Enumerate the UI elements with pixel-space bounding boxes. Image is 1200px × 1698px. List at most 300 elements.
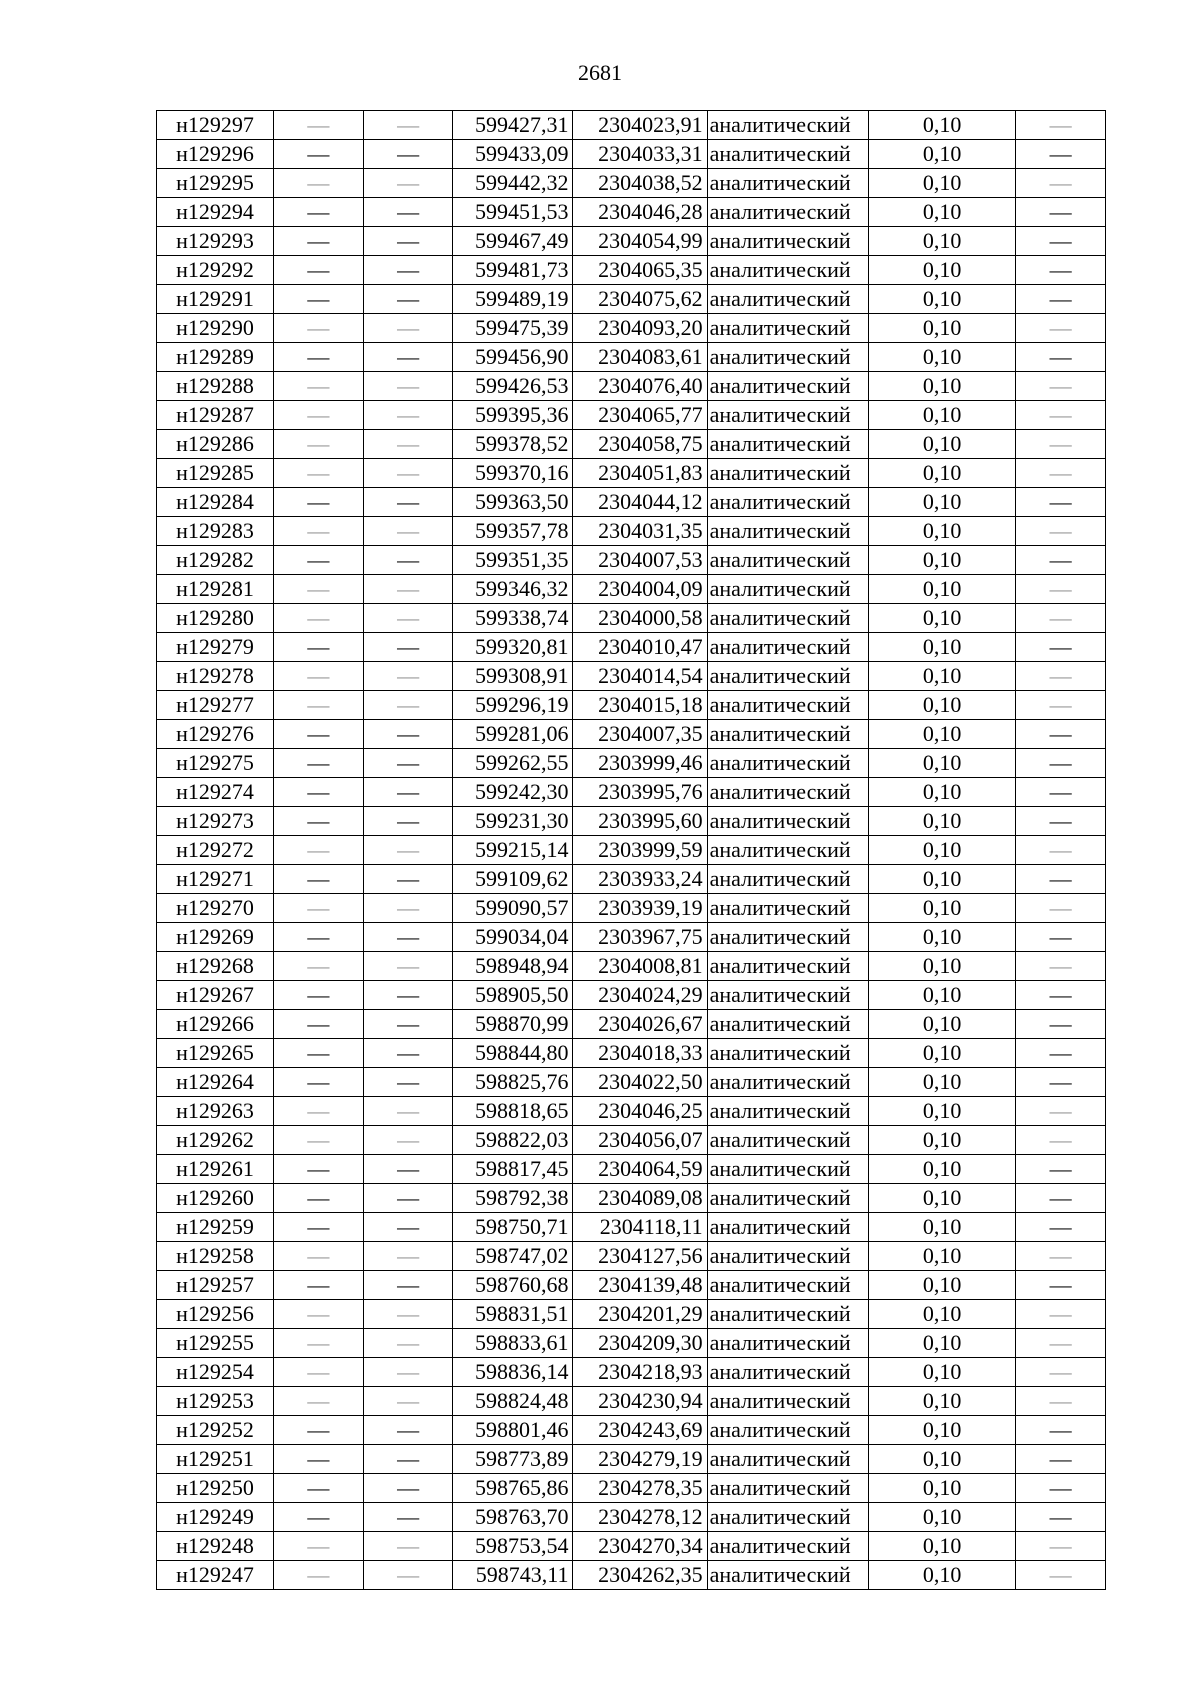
description-cell: — [1016,1010,1106,1039]
description-cell: — [1016,1271,1106,1300]
description-cell: — [1016,343,1106,372]
x-coordinate-cell: 598822,03 [453,1126,573,1155]
y-coordinate-cell: 2304026,67 [573,1010,707,1039]
table-row [157,981,1106,1010]
method-cell: аналитический [707,546,868,575]
table-row [157,227,1106,256]
dash-cell: — [273,285,363,314]
accuracy-cell: 0,10 [868,1213,1015,1242]
description-cell: — [1016,1068,1106,1097]
y-coordinate-cell: 2304065,77 [573,401,707,430]
point-id-cell: н129264 [157,1068,274,1097]
accuracy-cell: 0,10 [868,865,1015,894]
description-cell: — [1016,546,1106,575]
dash-cell: — [363,691,453,720]
point-id-cell: н129266 [157,1010,274,1039]
accuracy-cell: 0,10 [868,1329,1015,1358]
y-coordinate-cell: 2303995,60 [573,807,707,836]
x-coordinate-cell: 599338,74 [453,604,573,633]
table-row [157,198,1106,227]
accuracy-cell: 0,10 [868,1068,1015,1097]
point-id-cell: н129295 [157,169,274,198]
dash-cell: — [363,1155,453,1184]
accuracy-cell: 0,10 [868,575,1015,604]
y-coordinate-cell: 2304015,18 [573,691,707,720]
accuracy-cell: 0,10 [868,227,1015,256]
accuracy-cell: 0,10 [868,1503,1015,1532]
method-cell: аналитический [707,517,868,546]
accuracy-cell: 0,10 [868,1532,1015,1561]
accuracy-cell: 0,10 [868,488,1015,517]
dash-cell: — [363,1126,453,1155]
dash-cell: — [363,1039,453,1068]
dash-cell: — [273,662,363,691]
dash-cell: — [363,1474,453,1503]
dash-cell: — [273,778,363,807]
dash-cell: — [273,633,363,662]
dash-cell: — [363,1503,453,1532]
point-id-cell: н129283 [157,517,274,546]
method-cell: аналитический [707,430,868,459]
method-cell: аналитический [707,1155,868,1184]
y-coordinate-cell: 2304007,35 [573,720,707,749]
x-coordinate-cell: 598831,51 [453,1300,573,1329]
y-coordinate-cell: 2304218,93 [573,1358,707,1387]
y-coordinate-cell: 2304230,94 [573,1387,707,1416]
point-id-cell: н129260 [157,1184,274,1213]
accuracy-cell: 0,10 [868,1271,1015,1300]
table-row [157,1561,1106,1590]
table-row [157,372,1106,401]
dash-cell: — [273,1416,363,1445]
y-coordinate-cell: 2304044,12 [573,488,707,517]
table-row [157,807,1106,836]
method-cell: аналитический [707,575,868,604]
method-cell: аналитический [707,1126,868,1155]
description-cell: — [1016,1097,1106,1126]
description-cell: — [1016,865,1106,894]
dash-cell: — [273,604,363,633]
dash-cell: — [363,1184,453,1213]
description-cell: — [1016,1416,1106,1445]
accuracy-cell: 0,10 [868,1416,1015,1445]
table-row [157,749,1106,778]
dash-cell: — [273,401,363,430]
table-row [157,401,1106,430]
method-cell: аналитический [707,749,868,778]
method-cell: аналитический [707,1358,868,1387]
table-row [157,1445,1106,1474]
table-row [157,604,1106,633]
y-coordinate-cell: 2304093,20 [573,314,707,343]
description-cell: — [1016,430,1106,459]
y-coordinate-cell: 2304058,75 [573,430,707,459]
x-coordinate-cell: 598825,76 [453,1068,573,1097]
y-coordinate-cell: 2304083,61 [573,343,707,372]
point-id-cell: н129262 [157,1126,274,1155]
accuracy-cell: 0,10 [868,1474,1015,1503]
method-cell: аналитический [707,894,868,923]
point-id-cell: н129267 [157,981,274,1010]
x-coordinate-cell: 599346,32 [453,575,573,604]
method-cell: аналитический [707,459,868,488]
accuracy-cell: 0,10 [868,314,1015,343]
dash-cell: — [363,343,453,372]
x-coordinate-cell: 598948,94 [453,952,573,981]
x-coordinate-cell: 599427,31 [453,111,573,140]
method-cell: аналитический [707,1474,868,1503]
accuracy-cell: 0,10 [868,1387,1015,1416]
dash-cell: — [273,749,363,778]
description-cell: — [1016,1155,1106,1184]
dash-cell: — [363,778,453,807]
accuracy-cell: 0,10 [868,1039,1015,1068]
dash-cell: — [273,256,363,285]
dash-cell: — [363,923,453,952]
accuracy-cell: 0,10 [868,256,1015,285]
dash-cell: — [273,227,363,256]
x-coordinate-cell: 599442,32 [453,169,573,198]
dash-cell: — [273,1213,363,1242]
dash-cell: — [363,546,453,575]
dash-cell: — [273,836,363,865]
accuracy-cell: 0,10 [868,111,1015,140]
point-id-cell: н129272 [157,836,274,865]
description-cell: — [1016,1184,1106,1213]
point-id-cell: н129289 [157,343,274,372]
y-coordinate-cell: 2303999,59 [573,836,707,865]
description-cell: — [1016,720,1106,749]
description-cell: — [1016,256,1106,285]
table-row [157,169,1106,198]
description-cell: — [1016,1358,1106,1387]
y-coordinate-cell: 2304127,56 [573,1242,707,1271]
method-cell: аналитический [707,1039,868,1068]
point-id-cell: н129251 [157,1445,274,1474]
x-coordinate-cell: 599320,81 [453,633,573,662]
description-cell: — [1016,604,1106,633]
dash-cell: — [273,459,363,488]
description-cell: — [1016,1387,1106,1416]
accuracy-cell: 0,10 [868,1126,1015,1155]
accuracy-cell: 0,10 [868,517,1015,546]
dash-cell: — [363,1329,453,1358]
table-row [157,111,1106,140]
dash-cell: — [363,488,453,517]
dash-cell: — [363,227,453,256]
table-row [157,691,1106,720]
dash-cell: — [273,1184,363,1213]
description-cell: — [1016,894,1106,923]
dash-cell: — [363,1416,453,1445]
dash-cell: — [273,1271,363,1300]
dash-cell: — [363,807,453,836]
table-row [157,1068,1106,1097]
method-cell: аналитический [707,169,868,198]
y-coordinate-cell: 2303967,75 [573,923,707,952]
dash-cell: — [273,1068,363,1097]
table-row [157,285,1106,314]
point-id-cell: н129278 [157,662,274,691]
dash-cell: — [273,1126,363,1155]
x-coordinate-cell: 599370,16 [453,459,573,488]
accuracy-cell: 0,10 [868,1184,1015,1213]
table-row [157,1474,1106,1503]
dash-cell: — [273,952,363,981]
dash-cell: — [363,1010,453,1039]
y-coordinate-cell: 2304007,53 [573,546,707,575]
x-coordinate-cell: 599090,57 [453,894,573,923]
x-coordinate-cell: 598817,45 [453,1155,573,1184]
y-coordinate-cell: 2304118,11 [573,1213,707,1242]
accuracy-cell: 0,10 [868,691,1015,720]
dash-cell: — [273,865,363,894]
accuracy-cell: 0,10 [868,1097,1015,1126]
description-cell: — [1016,952,1106,981]
accuracy-cell: 0,10 [868,1155,1015,1184]
table-row [157,778,1106,807]
dash-cell: — [273,1561,363,1590]
table-row [157,1184,1106,1213]
dash-cell: — [363,256,453,285]
table-row [157,894,1106,923]
method-cell: аналитический [707,140,868,169]
y-coordinate-cell: 2304010,47 [573,633,707,662]
y-coordinate-cell: 2304243,69 [573,1416,707,1445]
x-coordinate-cell: 599281,06 [453,720,573,749]
y-coordinate-cell: 2304023,91 [573,111,707,140]
description-cell: — [1016,1300,1106,1329]
accuracy-cell: 0,10 [868,1242,1015,1271]
description-cell: — [1016,1474,1106,1503]
dash-cell: — [363,1561,453,1590]
dash-cell: — [363,285,453,314]
dash-cell: — [363,401,453,430]
x-coordinate-cell: 599296,19 [453,691,573,720]
point-id-cell: н129265 [157,1039,274,1068]
y-coordinate-cell: 2304000,58 [573,604,707,633]
page-number: 2681 [578,60,622,85]
accuracy-cell: 0,10 [868,1010,1015,1039]
dash-cell: — [363,575,453,604]
y-coordinate-cell: 2304270,34 [573,1532,707,1561]
description-cell: — [1016,459,1106,488]
accuracy-cell: 0,10 [868,952,1015,981]
point-id-cell: н129270 [157,894,274,923]
method-cell: аналитический [707,981,868,1010]
accuracy-cell: 0,10 [868,169,1015,198]
table-row [157,1387,1106,1416]
description-cell: — [1016,401,1106,430]
table-row [157,923,1106,952]
y-coordinate-cell: 2304064,59 [573,1155,707,1184]
dash-cell: — [363,952,453,981]
description-cell: — [1016,198,1106,227]
accuracy-cell: 0,10 [868,459,1015,488]
table-row [157,836,1106,865]
method-cell: аналитический [707,633,868,662]
accuracy-cell: 0,10 [868,372,1015,401]
description-cell: — [1016,1126,1106,1155]
method-cell: аналитический [707,720,868,749]
dash-cell: — [273,575,363,604]
y-coordinate-cell: 2304278,35 [573,1474,707,1503]
y-coordinate-cell: 2303995,76 [573,778,707,807]
x-coordinate-cell: 598765,86 [453,1474,573,1503]
method-cell: аналитический [707,836,868,865]
method-cell: аналитический [707,1503,868,1532]
y-coordinate-cell: 2304024,29 [573,981,707,1010]
method-cell: аналитический [707,1561,868,1590]
point-id-cell: н129281 [157,575,274,604]
method-cell: аналитический [707,1329,868,1358]
accuracy-cell: 0,10 [868,633,1015,662]
point-id-cell: н129285 [157,459,274,488]
accuracy-cell: 0,10 [868,749,1015,778]
table-row [157,952,1106,981]
dash-cell: — [363,604,453,633]
y-coordinate-cell: 2304031,35 [573,517,707,546]
dash-cell: — [273,923,363,952]
point-id-cell: н129250 [157,1474,274,1503]
point-id-cell: н129291 [157,285,274,314]
table-body [157,111,1106,1590]
table-row [157,1010,1106,1039]
description-cell: — [1016,1561,1106,1590]
table-row [157,1155,1106,1184]
dash-cell: — [273,1503,363,1532]
x-coordinate-cell: 598801,46 [453,1416,573,1445]
dash-cell: — [273,1445,363,1474]
table-row [157,1242,1106,1271]
x-coordinate-cell: 599489,19 [453,285,573,314]
dash-cell: — [273,981,363,1010]
point-id-cell: н129276 [157,720,274,749]
dash-cell: — [273,807,363,836]
method-cell: аналитический [707,198,868,227]
dash-cell: — [363,140,453,169]
description-cell: — [1016,981,1106,1010]
dash-cell: — [273,198,363,227]
table-row [157,633,1106,662]
point-id-cell: н129249 [157,1503,274,1532]
x-coordinate-cell: 598750,71 [453,1213,573,1242]
accuracy-cell: 0,10 [868,1300,1015,1329]
dash-cell: — [273,720,363,749]
method-cell: аналитический [707,488,868,517]
dash-cell: — [363,662,453,691]
table-row [157,865,1106,894]
x-coordinate-cell: 598743,11 [453,1561,573,1590]
accuracy-cell: 0,10 [868,778,1015,807]
accuracy-cell: 0,10 [868,430,1015,459]
description-cell: — [1016,807,1106,836]
method-cell: аналитический [707,1532,868,1561]
table-row [157,488,1106,517]
point-id-cell: н129286 [157,430,274,459]
dash-cell: — [363,1445,453,1474]
table-row [157,1358,1106,1387]
dash-cell: — [363,198,453,227]
dash-cell: — [363,981,453,1010]
method-cell: аналитический [707,227,868,256]
y-coordinate-cell: 2304065,35 [573,256,707,285]
dash-cell: — [273,1358,363,1387]
description-cell: — [1016,691,1106,720]
point-id-cell: н129261 [157,1155,274,1184]
x-coordinate-cell: 598844,80 [453,1039,573,1068]
dash-cell: — [273,343,363,372]
point-id-cell: н129252 [157,1416,274,1445]
y-coordinate-cell: 2304089,08 [573,1184,707,1213]
y-coordinate-cell: 2304033,31 [573,140,707,169]
accuracy-cell: 0,10 [868,662,1015,691]
description-cell: — [1016,1445,1106,1474]
method-cell: аналитический [707,1213,868,1242]
accuracy-cell: 0,10 [868,546,1015,575]
x-coordinate-cell: 598870,99 [453,1010,573,1039]
table-row [157,1416,1106,1445]
point-id-cell: н129290 [157,314,274,343]
dash-cell: — [273,1474,363,1503]
point-id-cell: н129297 [157,111,274,140]
x-coordinate-cell: 598747,02 [453,1242,573,1271]
dash-cell: — [363,1242,453,1271]
y-coordinate-cell: 2304075,62 [573,285,707,314]
table-row [157,459,1106,488]
dash-cell: — [363,1271,453,1300]
dash-cell: — [273,517,363,546]
dash-cell: — [363,430,453,459]
dash-cell: — [363,1213,453,1242]
method-cell: аналитический [707,1068,868,1097]
dash-cell: — [363,1532,453,1561]
x-coordinate-cell: 599351,35 [453,546,573,575]
point-id-cell: н129269 [157,923,274,952]
x-coordinate-cell: 599481,73 [453,256,573,285]
dash-cell: — [273,1329,363,1358]
method-cell: аналитический [707,111,868,140]
table-row [157,343,1106,372]
y-coordinate-cell: 2304262,35 [573,1561,707,1590]
accuracy-cell: 0,10 [868,343,1015,372]
method-cell: аналитический [707,691,868,720]
table-row [157,1039,1106,1068]
accuracy-cell: 0,10 [868,140,1015,169]
method-cell: аналитический [707,1445,868,1474]
dash-cell: — [363,314,453,343]
description-cell: — [1016,314,1106,343]
description-cell: — [1016,1039,1106,1068]
x-coordinate-cell: 598836,14 [453,1358,573,1387]
dash-cell: — [363,1097,453,1126]
method-cell: аналитический [707,401,868,430]
dash-cell: — [273,488,363,517]
x-coordinate-cell: 599426,53 [453,372,573,401]
x-coordinate-cell: 598792,38 [453,1184,573,1213]
x-coordinate-cell: 599231,30 [453,807,573,836]
dash-cell: — [363,517,453,546]
coordinates-table [156,110,1106,1590]
accuracy-cell: 0,10 [868,401,1015,430]
y-coordinate-cell: 2304279,19 [573,1445,707,1474]
method-cell: аналитический [707,314,868,343]
table-row [157,1097,1106,1126]
description-cell: — [1016,1242,1106,1271]
method-cell: аналитический [707,807,868,836]
x-coordinate-cell: 599451,53 [453,198,573,227]
y-coordinate-cell: 2304201,29 [573,1300,707,1329]
